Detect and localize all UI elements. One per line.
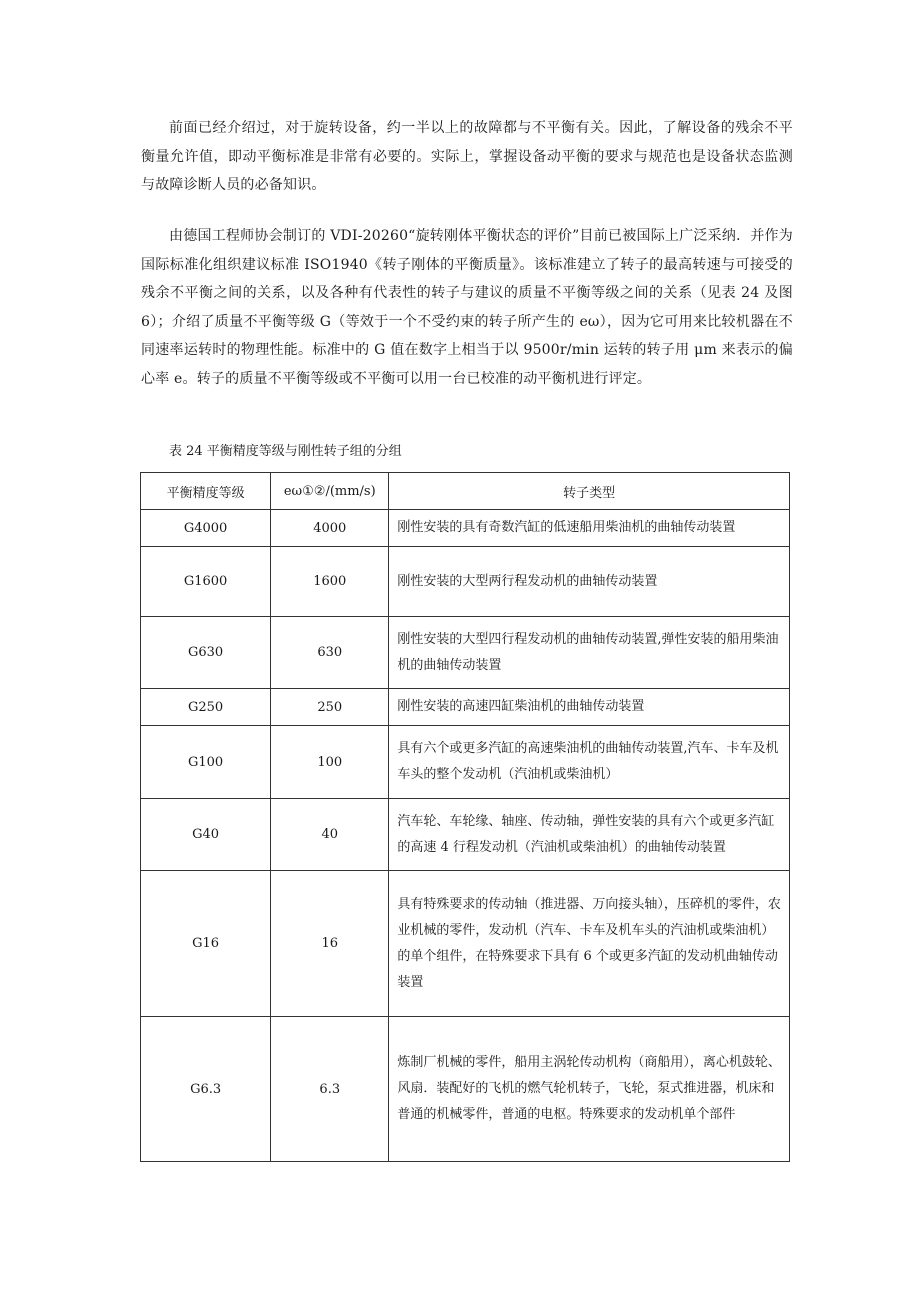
- header-grade: 平衡精度等级: [141, 473, 271, 510]
- type-cell: 刚性安装的具有奇数汽缸的低速船用柴油机的曲轴传动装置: [389, 510, 790, 547]
- table-header-row: [141, 473, 790, 510]
- type-cell: 具有六个或更多汽缸的高速柴油机的曲轴传动装置,汽车、卡车及机车头的整个发动机（汽油机或柴油机）: [389, 726, 790, 799]
- value-cell: 1600: [271, 547, 389, 617]
- table-row: [141, 871, 790, 1017]
- grade-cell: G630: [141, 617, 271, 689]
- type-cell: 炼制厂机械的零件，船用主涡轮传动机构（商船用），离心机鼓轮、风扇．装配好的飞机的燃气轮机转子，飞轮，泵式推进器，机床和普通的机械零件，普通的电枢。特殊要求的发动机单个部件: [389, 1017, 790, 1162]
- type-cell: 刚性安装的大型两行程发动机的曲轴传动装置: [389, 547, 790, 617]
- type-cell: 汽车轮、车轮缘、轴座、传动轴，弹性安装的具有六个或更多汽缸的高速 4 行程发动机（汽油机或柴油机）的曲轴传动装置: [389, 799, 790, 871]
- value-cell: 4000: [271, 510, 389, 547]
- grade-cell: G16: [141, 871, 271, 1017]
- type-cell: 刚性安装的高速四缸柴油机的曲轴传动装置: [389, 689, 790, 726]
- balance-grade-table: [140, 472, 790, 1162]
- grade-cell: G1600: [141, 547, 271, 617]
- table-row: [141, 726, 790, 799]
- grade-cell: G100: [141, 726, 271, 799]
- table-row: [141, 547, 790, 617]
- table-row: [141, 617, 790, 689]
- intro-paragraph: 前面已经介绍过，对于旋转设备，约一半以上的故障都与不平衡有关。因此，了解设备的残余不平衡量允许值，即动平衡标准是非常有必要的。实际上，掌握设备动平衡的要求与规范也是设备状态监测与故障诊断人员的必备知识。: [141, 120, 793, 193]
- table-row: [141, 1017, 790, 1162]
- table-row: [141, 510, 790, 547]
- table-caption: 表 24 平衡精度等级与刚性转子组的分组: [169, 444, 402, 459]
- value-cell: 630: [271, 617, 389, 689]
- header-value: eω①②/(mm/s): [271, 473, 389, 510]
- grade-cell: G6.3: [141, 1017, 271, 1162]
- table-row: [141, 799, 790, 871]
- value-cell: 40: [271, 799, 389, 871]
- header-type: 转子类型: [389, 473, 790, 510]
- standard-paragraph: 由德国工程师协会制订的 VDI-20260“旋转刚体平衡状态的评价”目前已被国际上广泛采纳．并作为国际标准化组织建议标准 ISO1940《转子刚体的平衡质量》。该标准建立了转子的最高转速与可接受的残余不平衡之间的关系，以及各种有代表性的转子与建议的质量不平衡等级之间的关系（见表 24 及图 6）；介绍了质量不平衡等级 G（等效于一个不受约束的转子所产生的 eω），因为它可用来比较机器在不同速率运转时的物理性能。标准中的 G 值在数字上相当于以 9500r/min 运转的转子用 μm 来表示的偏心率 e。转子的质量不平衡等级或不平衡可以用一台已校准的动平衡机进行评定。: [141, 228, 793, 387]
- value-cell: 100: [271, 726, 389, 799]
- value-cell: 16: [271, 871, 389, 1017]
- table-row: [141, 689, 790, 726]
- type-cell: 具有特殊要求的传动轴（推进器、万向接头轴），压碎机的零件，农业机械的零件，发动机（汽车、卡车及机车头的汽油机或柴油机）的单个组件，在特殊要求下具有 6 个或更多汽缸的发动机曲轴传动装置: [389, 871, 790, 1017]
- grade-cell: G250: [141, 689, 271, 726]
- grade-cell: G4000: [141, 510, 271, 547]
- grade-cell: G40: [141, 799, 271, 871]
- value-cell: 6.3: [271, 1017, 389, 1162]
- type-cell: 刚性安装的大型四行程发动机的曲轴传动装置,弹性安装的船用柴油机的曲轴传动装置: [389, 617, 790, 689]
- value-cell: 250: [271, 689, 389, 726]
